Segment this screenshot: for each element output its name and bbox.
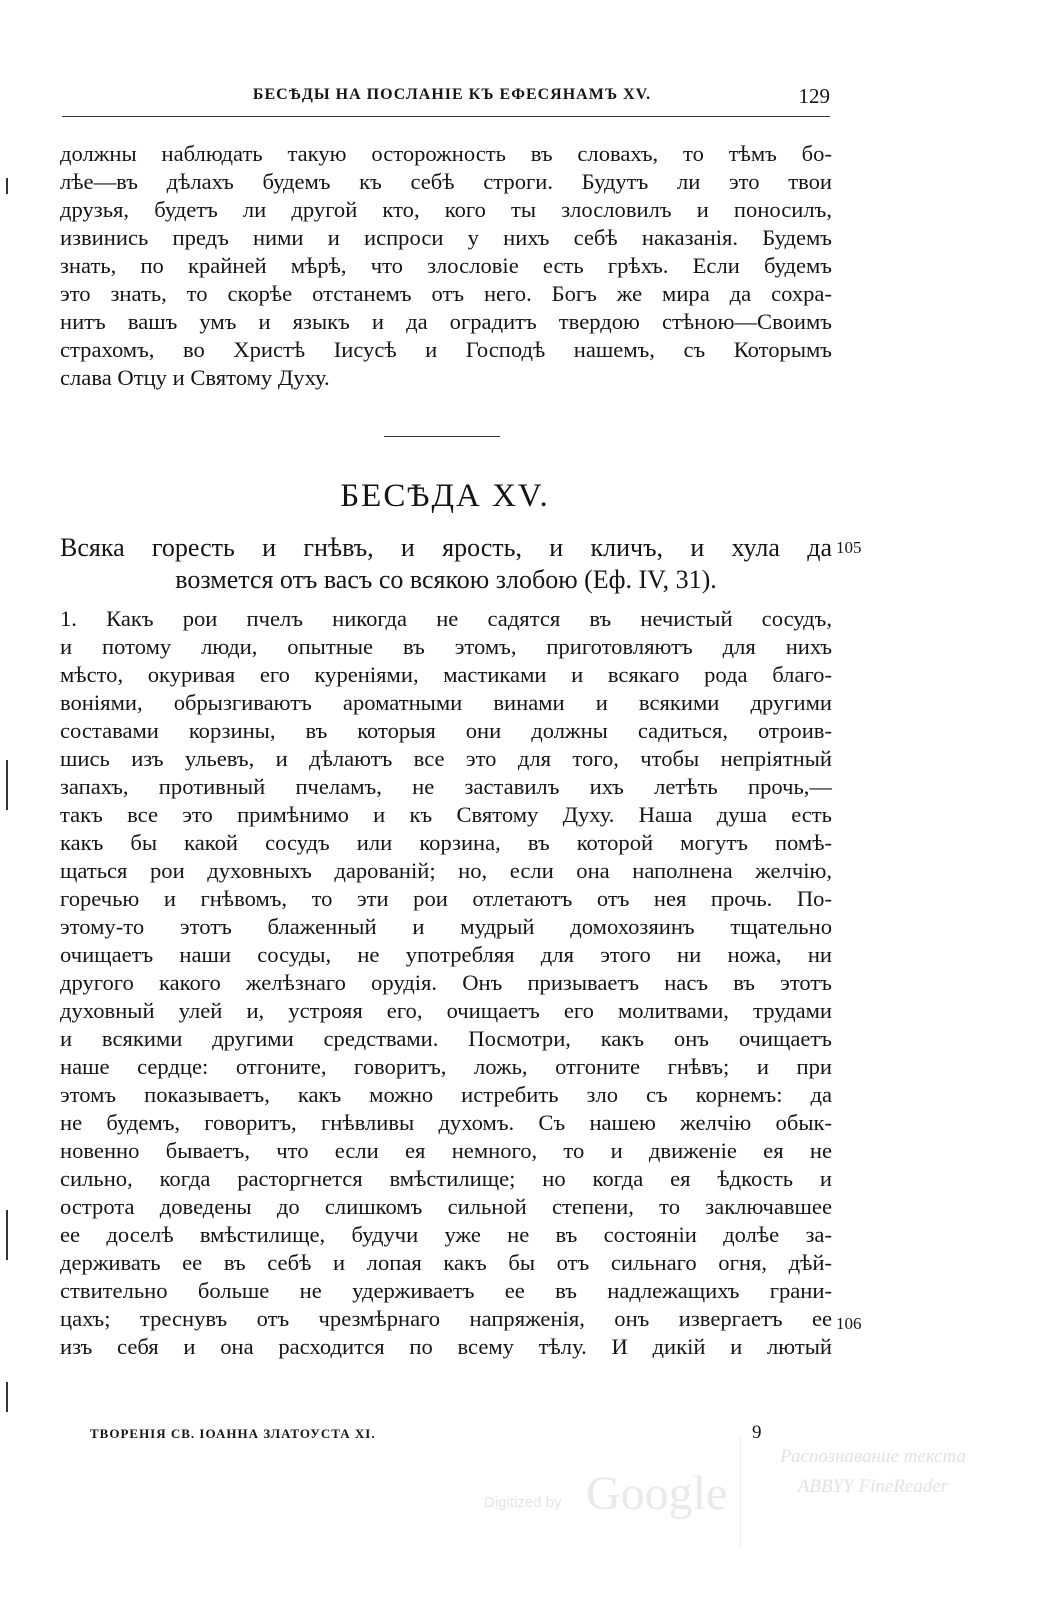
text-line: запахъ, противный пчеламъ, не заставилъ ихъ летѣть прочь,— xyxy=(60,774,832,799)
text-line: шись изъ ульевъ, и дѣлаютъ все это для того, чтобы непріятный xyxy=(60,746,832,771)
text-line: слава Отцу и Святому Духу. xyxy=(60,365,330,390)
text-line: изъ себя и она расходится по всему тѣлу. И дикій и лютый xyxy=(60,1334,832,1359)
text-line: этомъ показываетъ, какъ можно истребить зло съ корнемъ: да xyxy=(60,1082,832,1107)
body-paragraph xyxy=(60,605,832,1361)
epigraph xyxy=(60,532,832,596)
text-line: нитъ вашъ умъ и языкъ и да оградитъ твердою стѣною—Своимъ xyxy=(60,309,832,334)
text-line: ствительно больше не удерживаетъ ее въ надлежащихъ грани- xyxy=(60,1278,832,1303)
text-line: очищаетъ наши сосуды, не употребляя для этого ни ножа, ни xyxy=(60,942,832,967)
scan-mark xyxy=(6,178,8,194)
scan-mark xyxy=(6,760,8,810)
epigraph-line: возмется отъ васъ со всякою злобою (Еф. IV, 31). xyxy=(175,565,717,594)
text-line: друзья, будетъ ли другой кто, кого ты злословилъ и поносилъ, xyxy=(60,197,832,222)
text-line: цахъ; треснувъ отъ чрезмѣрнаго напряженія, онъ извергаетъ ее xyxy=(60,1306,832,1331)
text-line: ее доселѣ вмѣстилище, будучи уже не въ состояніи долѣе за- xyxy=(60,1222,832,1247)
footer-sheet-number: 9 xyxy=(752,1422,762,1443)
margin-note: 105 xyxy=(836,538,862,557)
scan-mark xyxy=(6,1382,8,1412)
text-line: и всякими другими средствами. Посмотри, какъ онъ очищаетъ xyxy=(60,1026,832,1051)
text-line: горечью и гнѣвомъ, то эти рои отлетаютъ отъ нея прочь. По- xyxy=(60,886,832,911)
watermark-separator xyxy=(740,1438,741,1546)
text-line: страхомъ, во Христѣ Іисусѣ и Господѣ нашемъ, съ Которымъ xyxy=(60,337,832,362)
epigraph-line: Всяка горесть и гнѣвъ, и ярость, и кличъ, и хула да xyxy=(60,533,832,562)
text-line: мѣсто, окуривая его куреніями, мастиками и всякаго рода благо- xyxy=(60,662,832,687)
text-line: лѣе—въ дѣлахъ будемъ къ себѣ строги. Будутъ ли это твои xyxy=(60,169,832,194)
text-line: воніями, обрызгиваютъ ароматными винами и всякими другими xyxy=(60,690,832,715)
text-line: знать, по крайней мѣрѣ, что злословіе есть грѣхъ. Если будемъ xyxy=(60,253,832,278)
text-line: новенно бываетъ, что если ея немного, то и движеніе ея не xyxy=(60,1138,832,1163)
text-line: 1. Какъ рои пчелъ никогда не садятся въ нечистый сосудъ, xyxy=(60,606,832,631)
text-line: духовный улей и, устрояя его, очищаетъ его молитвами, трудами xyxy=(60,998,832,1023)
text-line: сильно, когда расторгнется вмѣстилище; но когда ея ѣдкость и xyxy=(60,1166,832,1191)
text-line: это знать, то скорѣе отстанемъ отъ него. Богъ же мира да сохра- xyxy=(60,281,832,306)
homily-title: БЕСѢДА XV. xyxy=(340,478,550,514)
watermark-ocr-line: ABBYY FineReader xyxy=(797,1476,949,1497)
text-line: острота доведены до слишкомъ сильной степени, то заключавшее xyxy=(60,1194,832,1219)
watermark-ocr-line: Распознавание текста xyxy=(780,1446,966,1467)
watermark-ocr xyxy=(748,1442,998,1502)
text-line: какъ бы какой сосудъ или корзина, въ которой могутъ помѣ- xyxy=(60,830,832,855)
text-line: другого какого желѣзнаго орудія. Онъ призываетъ насъ въ этотъ xyxy=(60,970,832,995)
text-line: щаться рои духовныхъ дарованій; но, если она наполнена желчію, xyxy=(60,858,832,883)
continuation-paragraph xyxy=(60,140,832,392)
text-line: наше сердце: отгоните, говоритъ, ложь, отгоните гнѣвъ; и при xyxy=(60,1054,832,1079)
text-line: этому-то этотъ блаженный и мудрый домохозяинъ тщательно xyxy=(60,914,832,939)
footer-signature: ТВОРЕНІЯ СВ. ІОАННА ЗЛАТОУСТА XI. xyxy=(90,1426,376,1441)
text-line: составами корзины, въ которыя они должны садиться, отроив- xyxy=(60,718,832,743)
page-number: 129 xyxy=(798,84,830,108)
section-divider xyxy=(384,436,500,437)
text-line: держивать ее въ себѣ и лопая какъ бы отъ сильнаго огня, дѣй- xyxy=(60,1250,832,1275)
text-line: такъ все это примѣнимо и къ Святому Духу. Наша душа есть xyxy=(60,802,832,827)
text-line: не будемъ, говоритъ, гнѣвливы духомъ. Съ нашею желчію обык- xyxy=(60,1110,832,1135)
margin-note: 106 xyxy=(836,1314,862,1333)
watermark-google-logo: Google xyxy=(586,1467,728,1520)
scan-mark xyxy=(6,1210,8,1260)
running-title: БЕСѢДЫ НА ПОСЛАНІЕ КЪ ЕФЕСЯНАМЪ XV. xyxy=(252,86,652,103)
running-header xyxy=(62,86,830,117)
watermark-digitized-by: Digitized by xyxy=(484,1494,562,1511)
text-line: должны наблюдать такую осторожность въ словахъ, то тѣмъ бо- xyxy=(60,141,832,166)
text-line: извинись предъ ними и испроси у нихъ себѣ наказанія. Будемъ xyxy=(60,225,832,250)
text-line: и потому люди, опытные въ этомъ, приготовляютъ для нихъ xyxy=(60,634,832,659)
